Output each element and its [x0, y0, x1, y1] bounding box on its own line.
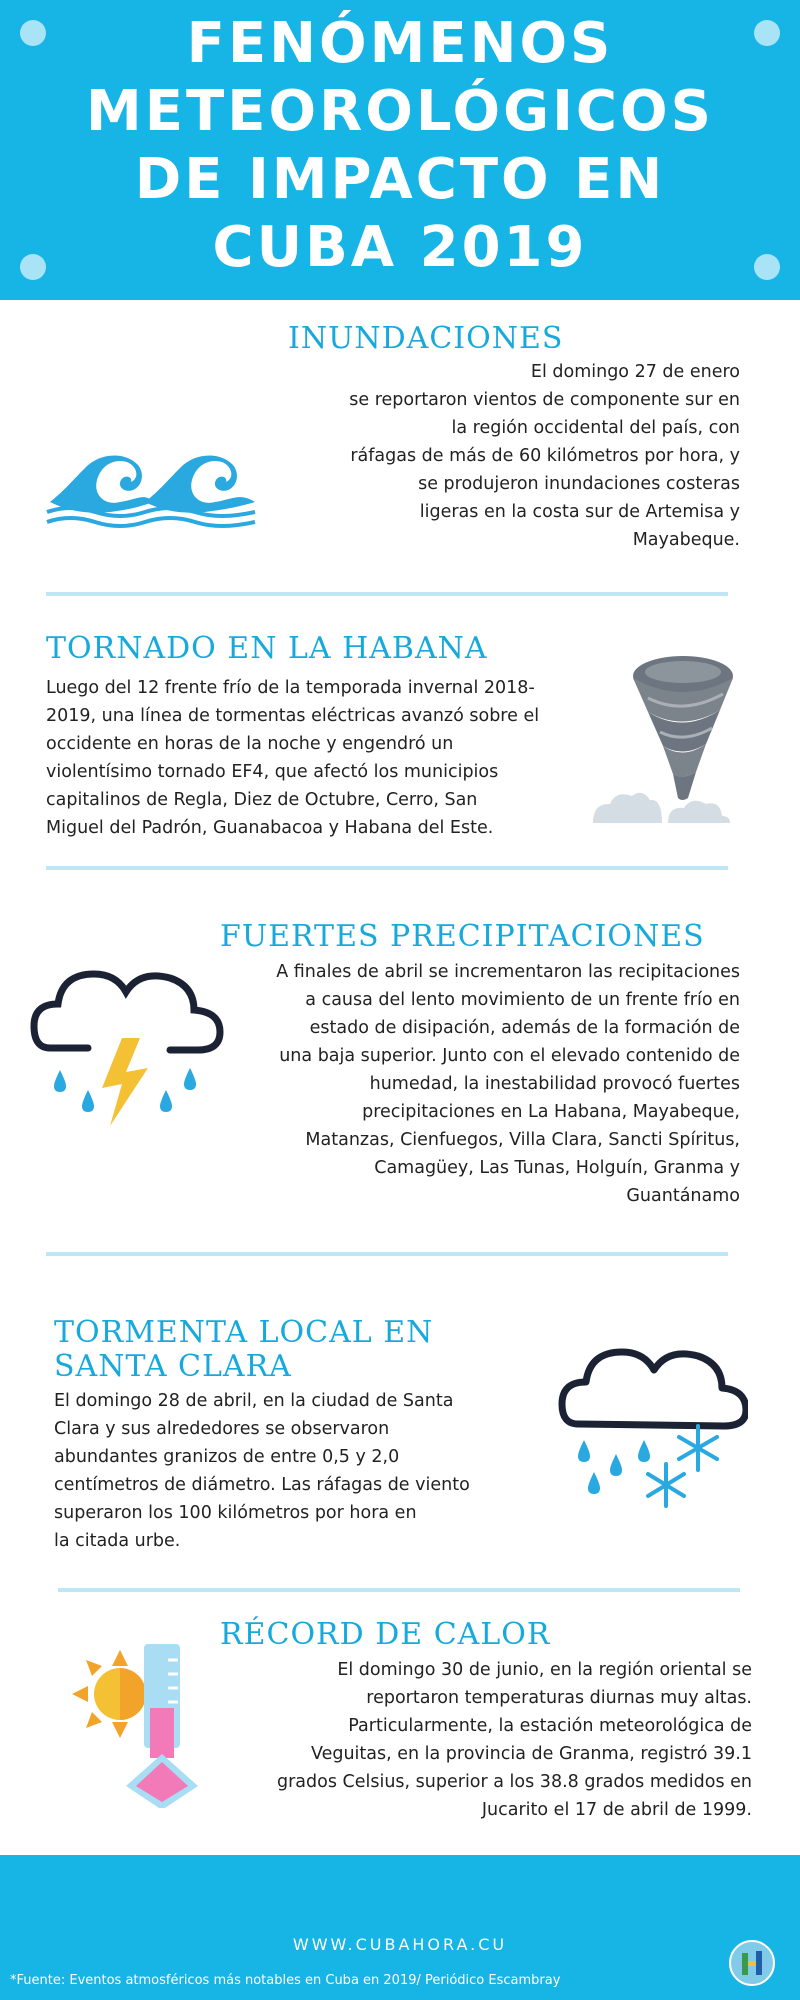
page-title: FENÓMENOS METEOROLÓGICOS DE IMPACTO EN CUBA 2019 [86, 11, 714, 280]
cubahora-logo-icon [728, 1939, 776, 1987]
thermometer-sun-icon [68, 1638, 208, 1808]
section-text-tornado: Luego del 12 frente frío de la temporada invernal 2018- 2019, una línea de tormentas eléctricas avanzó sobre el occidente en horas de la noche y engendró un violentísimo tornado EF4, que afectó los municipios capitalinos de Regla, Diez de Octubre, Cerro, San Miguel del Padrón, Guanabacoa y Habana del Este. [46, 678, 540, 838]
section-divider [46, 592, 728, 596]
section-title-inundaciones: INUNDACIONES [288, 321, 564, 356]
source-note: *Fuente: Eventos atmosféricos más notables en Cuba en 2019/ Periódico Escambray [10, 1973, 561, 1988]
section-title-tormenta-local: TORMENTA LOCAL EN SANTA CLARA [54, 1315, 434, 1384]
section-title-tornado: TORNADO EN LA HABANA [46, 631, 488, 666]
section-divider [46, 1252, 728, 1256]
hail-cloud-icon [558, 1334, 748, 1514]
tornado-icon [588, 648, 738, 828]
section-title-precipitaciones: FUERTES PRECIPITACIONES [220, 919, 705, 954]
section-divider [58, 1588, 740, 1592]
footer [0, 1855, 800, 2000]
section-text-record-calor: El domingo 30 de junio, en la región oriental se reportaron temperaturas diurnas muy altas. Particularmente, la estación meteorológica de Veguitas, en la provincia de Granma, registró 39.1 grados Celsius, superior a los 38.8 grados medidos en Jucarito el 17 de abril de 1999. [276, 1660, 752, 1820]
website-link[interactable]: WWW.CUBAHORA.CU [292, 1935, 508, 1954]
waves-icon [45, 440, 260, 530]
header-banner [0, 0, 800, 300]
section-title-record-calor: RÉCORD DE CALOR [220, 1617, 551, 1652]
section-text-inundaciones: El domingo 27 de enero se reportaron vientos de componente sur en la región occidental del país, con ráfagas de más de 60 kilómetros por hora, y se produjeron inundaciones costeras ligeras en la costa sur de Artemisa y Mayabeque. [349, 362, 740, 550]
section-text-tormenta-local: El domingo 28 de abril, en la ciudad de Santa Clara y sus alrededores se observaron abundantes granizos de entre 0,5 y 2,0 centímetros de diámetro. Las ráfagas de viento superaron los 100 kilómetros por hora en la citada urbe. [54, 1391, 470, 1551]
storm-cloud-icon [30, 960, 225, 1130]
section-divider [46, 866, 728, 870]
section-text-precipitaciones: A finales de abril se incrementaron las recipitaciones a causa del lento movimiento de un frente frío en estado de disipación, además de la formación de una baja superior. Junto con el elevado contenido de humedad, la inestabilidad provocó fuertes precipitaciones en La Habana, Mayabeque, Matanzas, Cienfuegos, Villa Clara, Sancti Spíritus, Camagüey, Las Tunas, Holguín, Granma y Guantánamo [276, 962, 740, 1206]
